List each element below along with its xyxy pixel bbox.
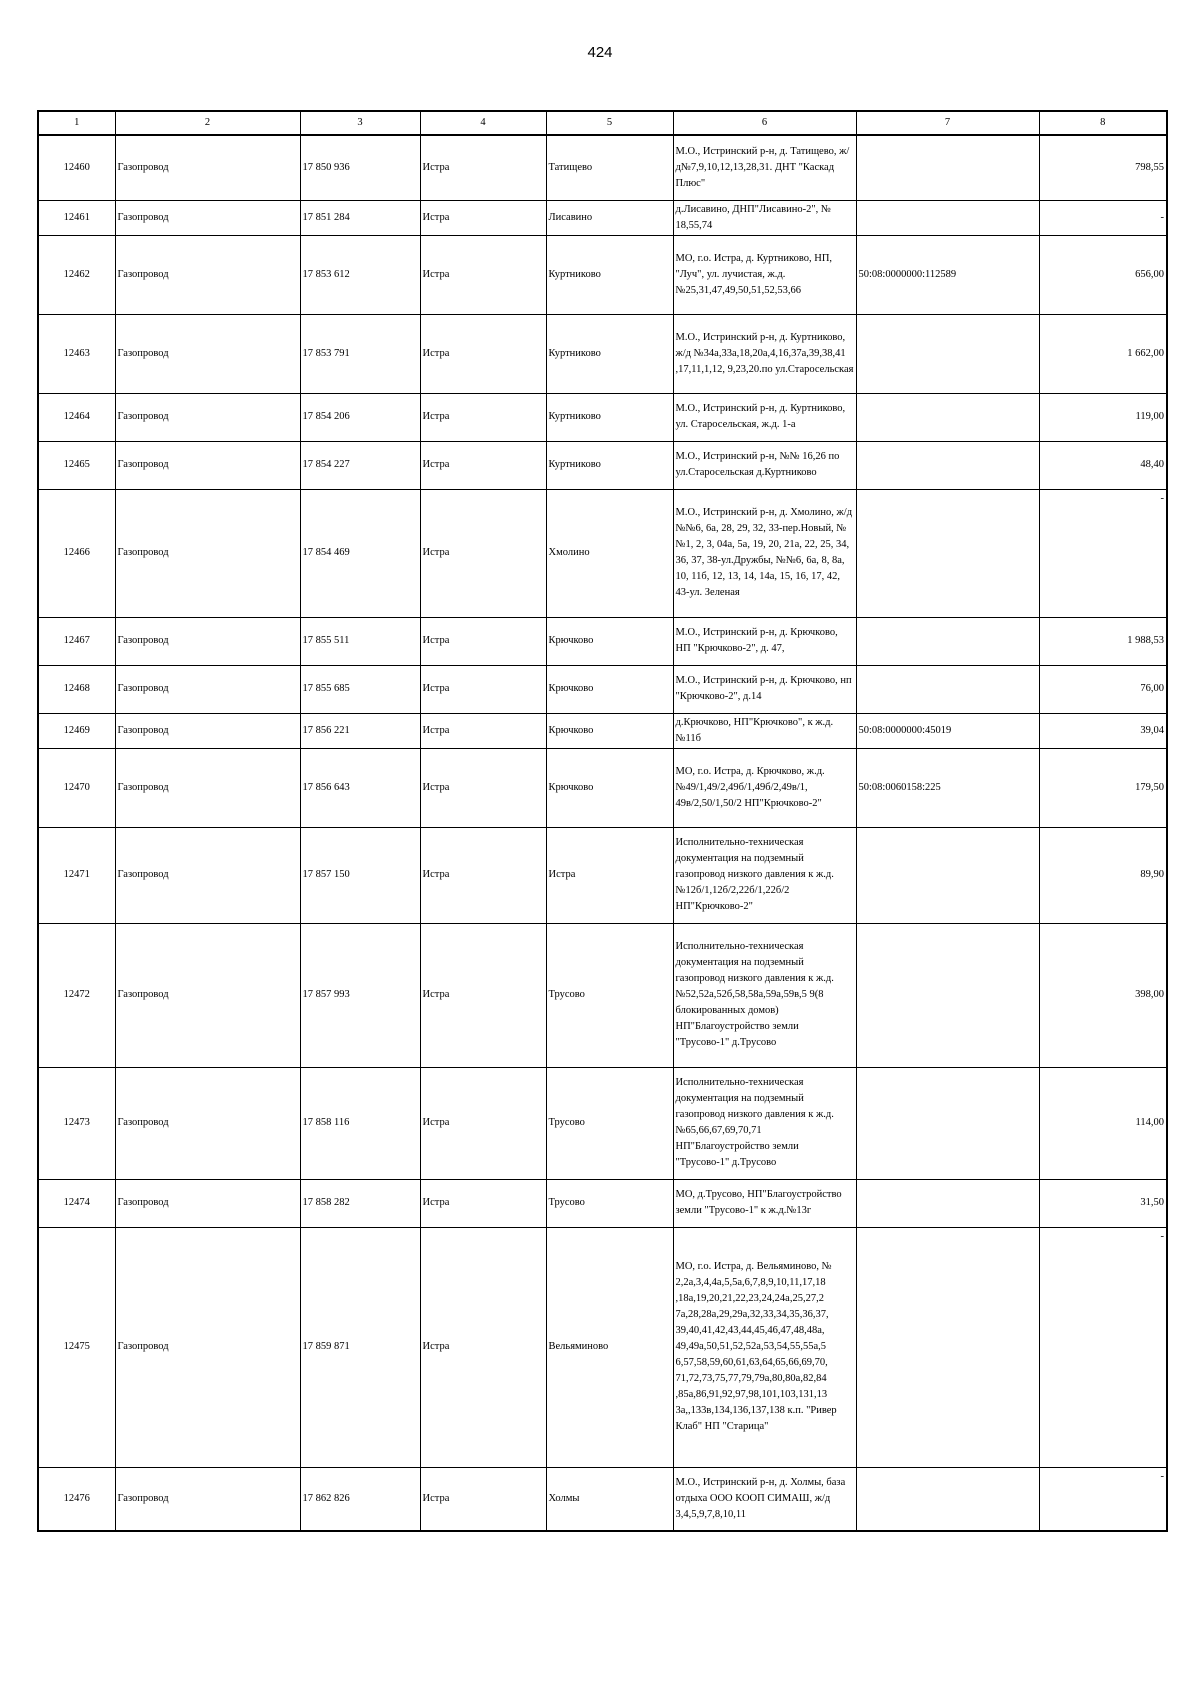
column-header: 3	[300, 111, 420, 135]
object-code-cell: 17 858 282	[300, 1179, 420, 1227]
locality-cell: Вельяминово	[546, 1227, 673, 1467]
table-row	[38, 665, 1167, 713]
object-code-cell: 17 857 993	[300, 923, 420, 1067]
row-number-cell: 12476	[38, 1467, 115, 1531]
address-cell: Исполнительно-техническая документация на подземный газопровод низкого давления к ж.д.№12б/1,12б/2,22б/1,22б/2 НП"Крючково-2"	[673, 827, 856, 923]
value-cell: -	[1039, 489, 1167, 617]
locality-cell: Крючково	[546, 748, 673, 827]
locality-cell: Крючково	[546, 713, 673, 748]
object-type-cell: Газопровод	[115, 441, 300, 489]
district-cell: Истра	[420, 1467, 546, 1531]
column-header: 8	[1039, 111, 1167, 135]
row-number-cell: 12461	[38, 200, 115, 235]
object-code-cell: 17 854 227	[300, 441, 420, 489]
object-type-cell: Газопровод	[115, 314, 300, 393]
value-cell: 89,90	[1039, 827, 1167, 923]
value-cell: -	[1039, 200, 1167, 235]
locality-cell: Трусово	[546, 1179, 673, 1227]
object-code-cell: 17 855 685	[300, 665, 420, 713]
registry-table	[37, 110, 1168, 1532]
locality-cell: Трусово	[546, 923, 673, 1067]
table-row	[38, 235, 1167, 314]
column-header: 7	[856, 111, 1039, 135]
district-cell: Истра	[420, 393, 546, 441]
district-cell: Истра	[420, 713, 546, 748]
address-cell: М.О., Истринский р-н, №№ 16,26 по ул.Старосельская д.Куртниково	[673, 441, 856, 489]
object-code-cell: 17 858 116	[300, 1067, 420, 1179]
object-type-cell: Газопровод	[115, 748, 300, 827]
district-cell: Истра	[420, 923, 546, 1067]
table-row	[38, 1179, 1167, 1227]
table-row	[38, 441, 1167, 489]
district-cell: Истра	[420, 314, 546, 393]
object-type-cell: Газопровод	[115, 393, 300, 441]
row-number-cell: 12471	[38, 827, 115, 923]
column-header: 5	[546, 111, 673, 135]
row-number-cell: 12469	[38, 713, 115, 748]
value-cell: 119,00	[1039, 393, 1167, 441]
district-cell: Истра	[420, 1067, 546, 1179]
cadastral-number-cell	[856, 200, 1039, 235]
object-code-cell: 17 853 612	[300, 235, 420, 314]
column-header: 2	[115, 111, 300, 135]
cadastral-number-cell	[856, 827, 1039, 923]
value-cell: 1 988,53	[1039, 617, 1167, 665]
district-cell: Истра	[420, 1179, 546, 1227]
address-cell: М.О., Истринский р-н, д. Куртниково, ул. Старосельская, ж.д. 1-а	[673, 393, 856, 441]
object-code-cell: 17 853 791	[300, 314, 420, 393]
address-cell: МО, г.о. Истра, д. Куртниково, НП, "Луч", ул. лучистая, ж.д.№25,31,47,49,50,51,52,53,66	[673, 235, 856, 314]
locality-cell: Куртниково	[546, 314, 673, 393]
table-row	[38, 393, 1167, 441]
row-number-cell: 12460	[38, 135, 115, 200]
table-row	[38, 200, 1167, 235]
row-number-cell: 12468	[38, 665, 115, 713]
cadastral-number-cell	[856, 441, 1039, 489]
district-cell: Истра	[420, 235, 546, 314]
value-cell: 39,04	[1039, 713, 1167, 748]
table-row	[38, 1067, 1167, 1179]
locality-cell: Холмы	[546, 1467, 673, 1531]
value-cell: -	[1039, 1227, 1167, 1467]
value-cell: 76,00	[1039, 665, 1167, 713]
column-header: 4	[420, 111, 546, 135]
object-code-cell: 17 851 284	[300, 200, 420, 235]
row-number-cell: 12462	[38, 235, 115, 314]
row-number-cell: 12463	[38, 314, 115, 393]
cadastral-number-cell: 50:08:0060158:225	[856, 748, 1039, 827]
object-code-cell: 17 854 206	[300, 393, 420, 441]
table-row	[38, 923, 1167, 1067]
district-cell: Истра	[420, 200, 546, 235]
locality-cell: Крючково	[546, 665, 673, 713]
table-row	[38, 748, 1167, 827]
row-number-cell: 12464	[38, 393, 115, 441]
locality-cell: Крючково	[546, 617, 673, 665]
column-header: 1	[38, 111, 115, 135]
row-number-cell: 12467	[38, 617, 115, 665]
object-code-cell: 17 855 511	[300, 617, 420, 665]
cadastral-number-cell	[856, 393, 1039, 441]
object-type-cell: Газопровод	[115, 135, 300, 200]
address-cell: М.О., Истринский р-н, д. Крючково, НП "Крючково-2", д. 47,	[673, 617, 856, 665]
object-type-cell: Газопровод	[115, 713, 300, 748]
district-cell: Истра	[420, 617, 546, 665]
district-cell: Истра	[420, 441, 546, 489]
cadastral-number-cell	[856, 135, 1039, 200]
cadastral-number-cell	[856, 1179, 1039, 1227]
address-cell: МО, г.о. Истра, д. Вельяминово, № 2,2а,3,4,4а,5,5а,6,7,8,9,10,11,17,18 ,18а,19,20,21,22,23,24,24а,25,27,2 7а,28,28а,29,29а,32,33,34,35,36,37, 39,40,41,42,43,44,45,46,47,48,48а, 49,49а,50,51,52,52а,53,54,55,55а,5 6,57,58,59,60,61,63,64,65,66,69,70, 71,72,73,75,77,79,79а,80,80а,82,84 ,85а,86,91,92,97,98,101,103,131,13 3а,,133в,134,136,137,138 к.п. "Ривер Клаб" НП "Старица"	[673, 1227, 856, 1467]
column-header: 6	[673, 111, 856, 135]
object-type-cell: Газопровод	[115, 1067, 300, 1179]
cadastral-number-cell	[856, 617, 1039, 665]
district-cell: Истра	[420, 489, 546, 617]
value-cell: 656,00	[1039, 235, 1167, 314]
address-cell: МО, г.о. Истра, д. Крючково, ж.д.№49/1,49/2,49б/1,49б/2,49в/1, 49в/2,50/1,50/2 НП"Крючково-2"	[673, 748, 856, 827]
table-row	[38, 135, 1167, 200]
district-cell: Истра	[420, 748, 546, 827]
row-number-cell: 12466	[38, 489, 115, 617]
object-type-cell: Газопровод	[115, 1179, 300, 1227]
table-row	[38, 314, 1167, 393]
object-code-cell: 17 854 469	[300, 489, 420, 617]
row-number-cell: 12470	[38, 748, 115, 827]
object-code-cell: 17 856 643	[300, 748, 420, 827]
table-row	[38, 1227, 1167, 1467]
cadastral-number-cell: 50:08:0000000:112589	[856, 235, 1039, 314]
value-cell: 31,50	[1039, 1179, 1167, 1227]
value-cell: 1 662,00	[1039, 314, 1167, 393]
cadastral-number-cell	[856, 665, 1039, 713]
row-number-cell: 12465	[38, 441, 115, 489]
value-cell: 179,50	[1039, 748, 1167, 827]
address-cell: д.Крючково, НП"Крючково", к ж.д.№11б	[673, 713, 856, 748]
object-type-cell: Газопровод	[115, 665, 300, 713]
district-cell: Истра	[420, 827, 546, 923]
value-cell: 48,40	[1039, 441, 1167, 489]
address-cell: МО, д.Трусово, НП"Благоустройство земли "Трусово-1" к ж.д.№13г	[673, 1179, 856, 1227]
object-code-cell: 17 859 871	[300, 1227, 420, 1467]
value-cell: 798,55	[1039, 135, 1167, 200]
object-code-cell: 17 857 150	[300, 827, 420, 923]
cadastral-number-cell	[856, 1067, 1039, 1179]
locality-cell: Куртниково	[546, 441, 673, 489]
address-cell: Исполнительно-техническая документация на подземный газопровод низкого давления к ж.д.№65,66,67,69,70,71 НП"Благоустройство земли "Трусово-1" д.Трусово	[673, 1067, 856, 1179]
address-cell: М.О., Истринский р-н, д. Хмолино, ж/д №№6, 6а, 28, 29, 32, 33-пер.Новый, №№1, 2, 3, 04а, 5а, 19, 20, 21а, 22, 25, 34, 36, 37, 38-ул.Дружбы, №№6, 6а, 8, 8а, 10, 11б, 12, 13, 14, 14а, 15, 16, 17, 42, 43-ул. Зеленая	[673, 489, 856, 617]
locality-cell: Хмолино	[546, 489, 673, 617]
address-cell: М.О., Истринский р-н, д. Татищево, ж/д№7,9,10,12,13,28,31. ДНТ "Каскад Плюс"	[673, 135, 856, 200]
cadastral-number-cell	[856, 1227, 1039, 1467]
value-cell: 398,00	[1039, 923, 1167, 1067]
address-cell: М.О., Истринский р-н, д. Холмы, база отдыха ООО КООП СИМАШ, ж/д 3,4,5,9,7,8,10,11	[673, 1467, 856, 1531]
value-cell: 114,00	[1039, 1067, 1167, 1179]
cadastral-number-cell: 50:08:0000000:45019	[856, 713, 1039, 748]
table-row	[38, 1467, 1167, 1531]
row-number-cell: 12473	[38, 1067, 115, 1179]
value-cell: -	[1039, 1467, 1167, 1531]
object-type-cell: Газопровод	[115, 827, 300, 923]
object-type-cell: Газопровод	[115, 617, 300, 665]
address-cell: Исполнительно-техническая документация на подземный газопровод низкого давления к ж.д.№52,52а,52б,58,58а,59а,59в,5 9(8 блокированных домов) НП"Благоустройство земли "Трусово-1" д.Трусово	[673, 923, 856, 1067]
locality-cell: Истра	[546, 827, 673, 923]
locality-cell: Трусово	[546, 1067, 673, 1179]
object-type-cell: Газопровод	[115, 1467, 300, 1531]
address-cell: д.Лисавино, ДНП"Лисавино-2", № 18,55,74	[673, 200, 856, 235]
object-code-cell: 17 856 221	[300, 713, 420, 748]
locality-cell: Куртниково	[546, 393, 673, 441]
table-row	[38, 617, 1167, 665]
row-number-cell: 12474	[38, 1179, 115, 1227]
row-number-cell: 12472	[38, 923, 115, 1067]
object-type-cell: Газопровод	[115, 489, 300, 617]
table-row	[38, 827, 1167, 923]
object-type-cell: Газопровод	[115, 200, 300, 235]
page-number: 424	[587, 44, 613, 61]
object-type-cell: Газопровод	[115, 1227, 300, 1467]
object-code-cell: 17 850 936	[300, 135, 420, 200]
address-cell: М.О., Истринский р-н, д. Крючково, нп "Крючково-2", д.14	[673, 665, 856, 713]
cadastral-number-cell	[856, 1467, 1039, 1531]
district-cell: Истра	[420, 1227, 546, 1467]
cadastral-number-cell	[856, 923, 1039, 1067]
cadastral-number-cell	[856, 489, 1039, 617]
object-type-cell: Газопровод	[115, 923, 300, 1067]
address-cell: М.О., Истринский р-н, д. Куртниково, ж/д №34а,33а,18,20а,4,16,37а,39,38,41 ,17,11,1,12, 9,23,20.по ул.Старосельская	[673, 314, 856, 393]
district-cell: Истра	[420, 665, 546, 713]
object-type-cell: Газопровод	[115, 235, 300, 314]
row-number-cell: 12475	[38, 1227, 115, 1467]
locality-cell: Куртниково	[546, 235, 673, 314]
cadastral-number-cell	[856, 314, 1039, 393]
district-cell: Истра	[420, 135, 546, 200]
locality-cell: Лисавино	[546, 200, 673, 235]
locality-cell: Татищево	[546, 135, 673, 200]
object-code-cell: 17 862 826	[300, 1467, 420, 1531]
column-number-row	[38, 111, 1167, 135]
table-row	[38, 713, 1167, 748]
table-row	[38, 489, 1167, 617]
